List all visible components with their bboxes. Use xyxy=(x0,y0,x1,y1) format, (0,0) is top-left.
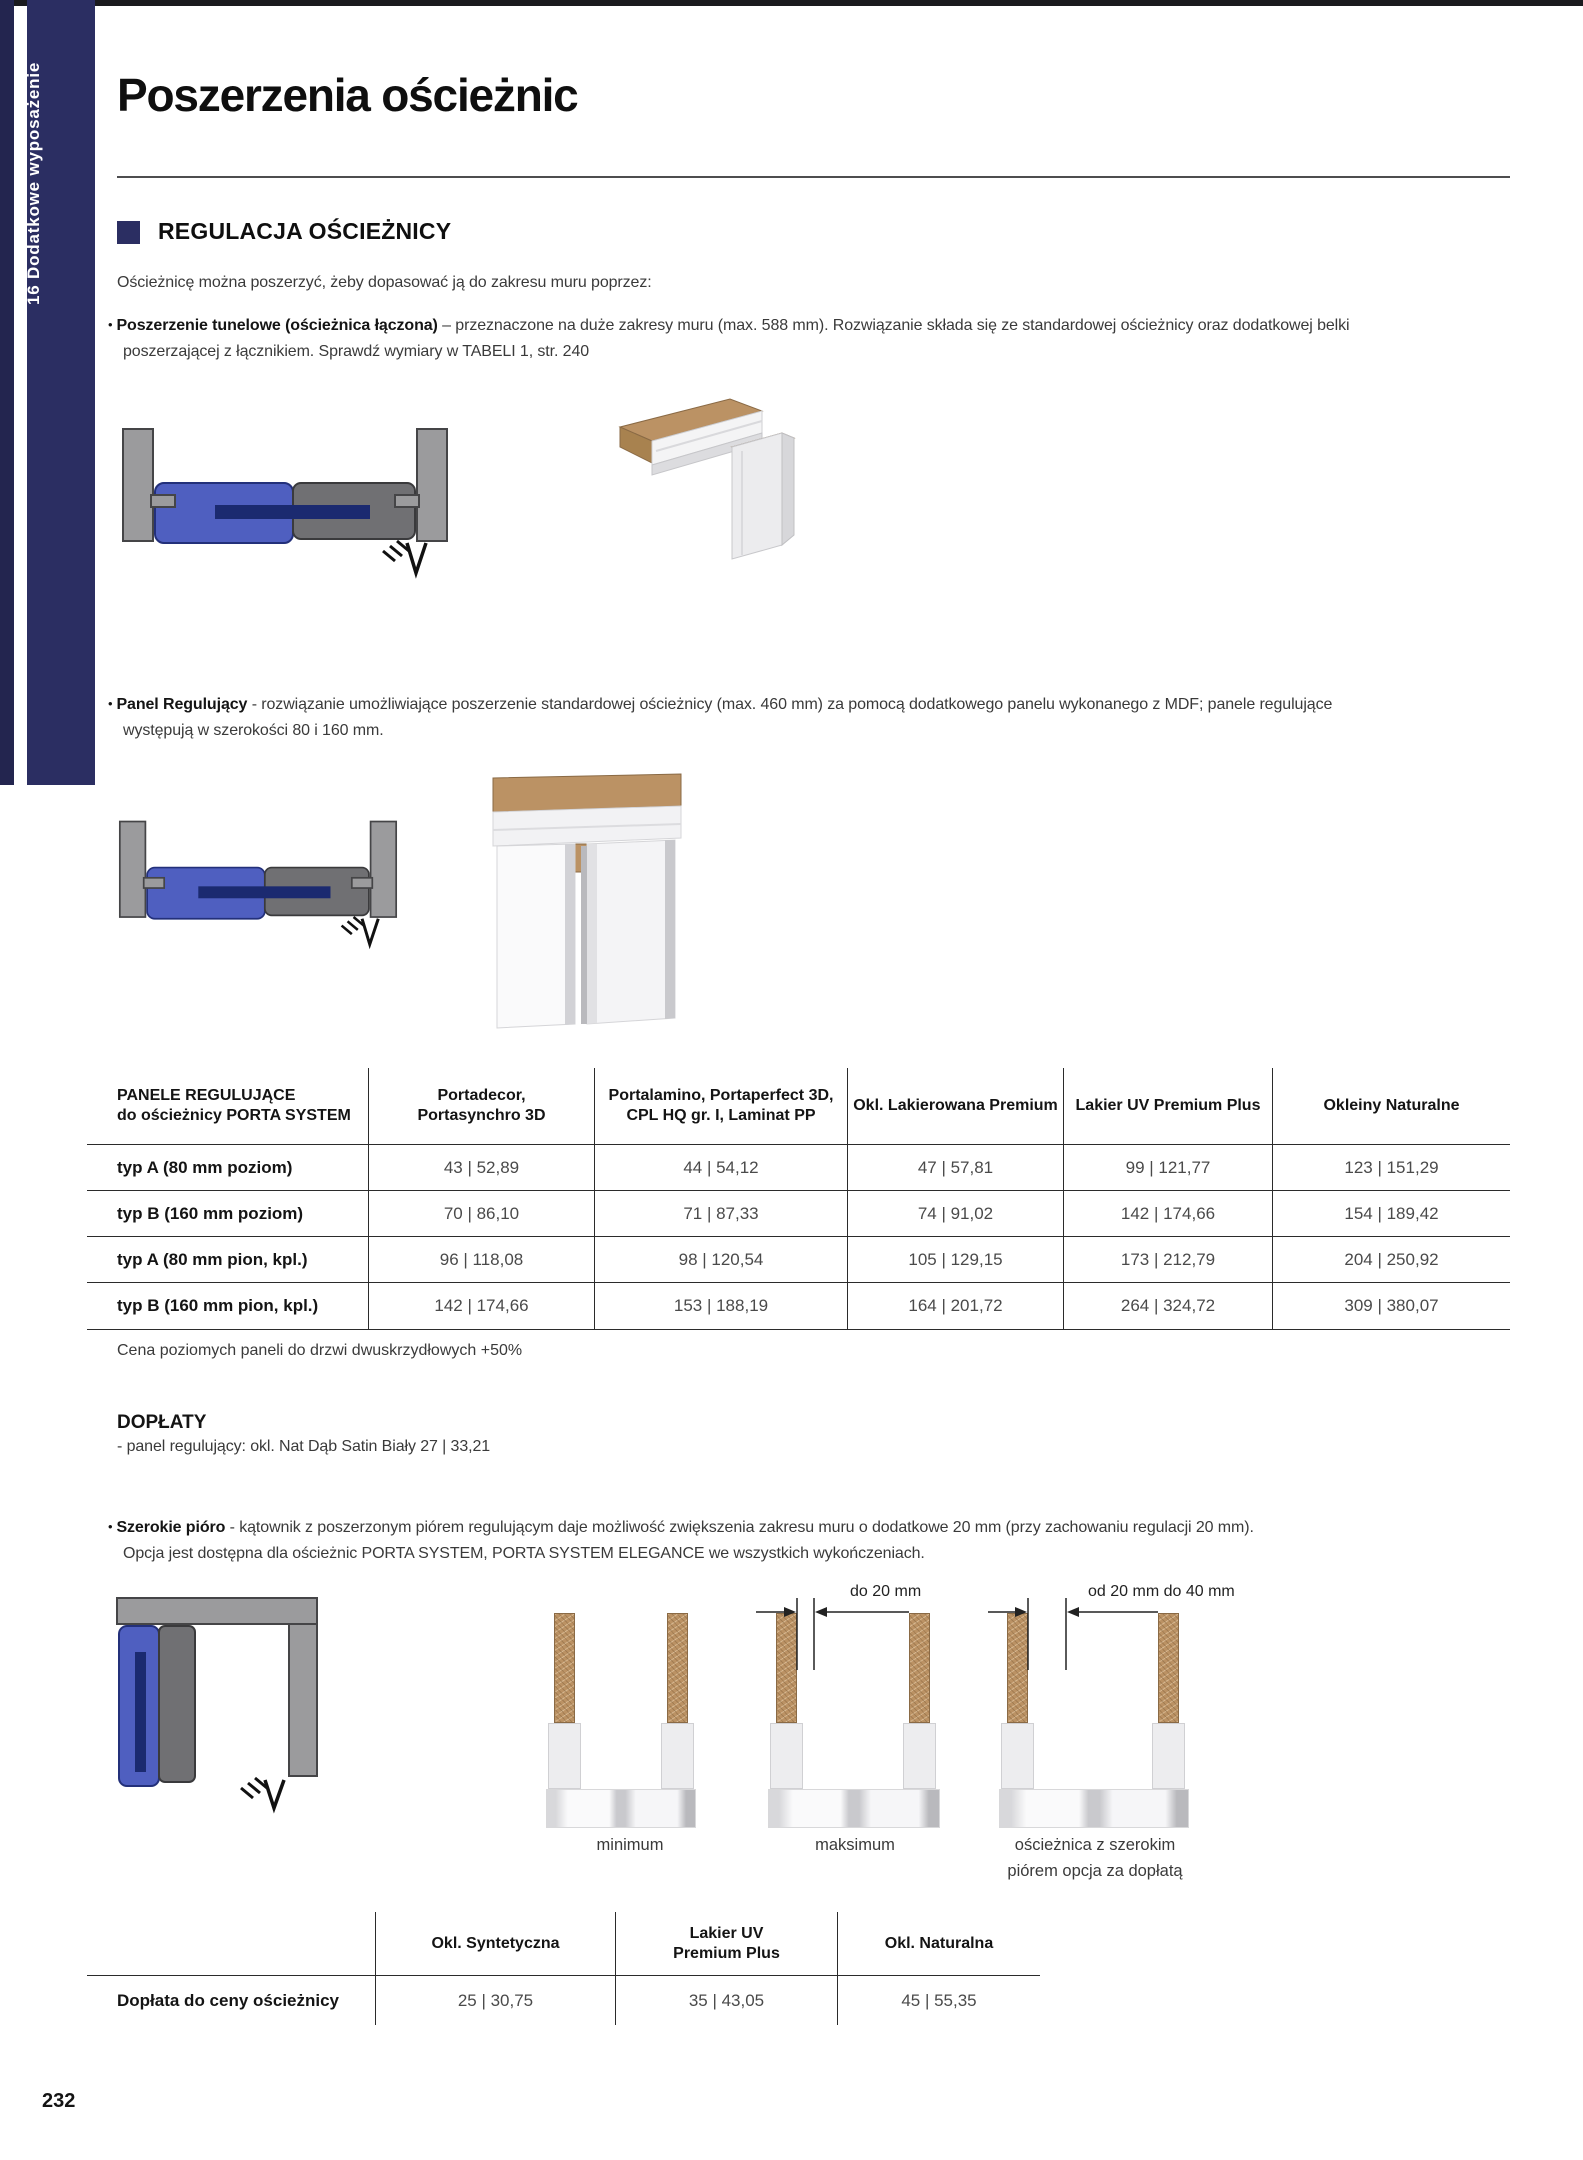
table-row-label: typ B (160 mm pion, kpl.) xyxy=(87,1283,369,1330)
frame-board xyxy=(661,1723,694,1789)
chipboard-edge xyxy=(667,1613,688,1723)
section-bullet-square xyxy=(117,221,140,244)
table-row-label: typ A (80 mm poziom) xyxy=(87,1145,369,1191)
caption-maximum: maksimum xyxy=(815,1836,895,1854)
bullet-panel-line1 xyxy=(108,696,1332,714)
table-value-cell: 154 | 189,42 xyxy=(1273,1191,1510,1237)
table-value-cell: 43 | 52,89 xyxy=(369,1145,595,1191)
title-rule xyxy=(117,176,1510,178)
table-frame-surcharge xyxy=(87,1912,1040,2025)
bullet-tunnel-line1 xyxy=(108,317,1350,335)
table-value-cell: 99 | 121,77 xyxy=(1064,1145,1273,1191)
bullet-icon: • xyxy=(108,696,113,711)
table-value-cell: 105 | 129,15 xyxy=(848,1237,1064,1283)
table-value-cell: 47 | 57,81 xyxy=(848,1145,1064,1191)
table-value-cell: 142 | 174,66 xyxy=(369,1283,595,1330)
bullet-panel-lead: Panel Regulujący xyxy=(116,696,248,713)
page-number: 232 xyxy=(42,2090,76,2112)
bullet-feather-line2: Opcja jest dostępna dla ościeżnic PORTA SYSTEM, PORTA SYSTEM ELEGANCE we wszystkich wykończeniach. xyxy=(123,1545,925,1562)
caption-wide-feather-line2: piórem opcja za dopłatą xyxy=(1007,1862,1183,1880)
bullet-feather-lead: Szerokie pióro xyxy=(116,1519,226,1536)
bullet-feather-line1 xyxy=(108,1519,1254,1537)
table-row-label: Dopłata do ceny ościeżnicy xyxy=(87,1975,376,2025)
table-header-cell-empty xyxy=(87,1912,376,1975)
table-value-cell: 70 | 86,10 xyxy=(369,1191,595,1237)
frame-panel xyxy=(999,1789,1189,1828)
bullet-icon: • xyxy=(108,1519,113,1534)
gasket-detail xyxy=(342,917,379,944)
bullet-tunnel-line2: poszerzającej z łącznikiem. Sprawdź wymiary w TABELI 1, str. 240 xyxy=(123,343,590,360)
table-value-cell: 264 | 324,72 xyxy=(1064,1283,1273,1330)
table-value-cell: 98 | 120,54 xyxy=(595,1237,848,1283)
angle-bracket-diagram xyxy=(113,1592,328,1822)
table-header-cell: Portalamino, Portaperfect 3D, CPL HQ gr. I, Laminat PP xyxy=(595,1068,848,1145)
frame-cross-section-diagram-panel xyxy=(113,818,403,976)
gray-frame-profile xyxy=(159,1626,195,1782)
frame-board xyxy=(548,1723,581,1789)
bullet-tunnel-rest: – przeznaczone na duże zakresy muru (max. 588 mm). Rozwiązanie składa się ze standardowej ościeżnicy oraz dodatkowej belki xyxy=(437,317,1350,334)
table-header-cell: PANELE REGULUJĄCE do ościeżnicy PORTA SYSTEM xyxy=(87,1068,369,1145)
section-title: REGULACJA OŚCIEŻNICY xyxy=(158,218,452,244)
chipboard-edge xyxy=(554,1613,575,1723)
frame-board xyxy=(903,1723,936,1789)
table-value-cell: 173 | 212,79 xyxy=(1064,1237,1273,1283)
bullet-panel-rest: - rozwiązanie umożliwiające poszerzenie standardowej ościeżnicy (max. 460 mm) za pomocą dodatkowego panelu wykonanego z MDF; panele regulujące xyxy=(247,696,1333,713)
frame-board xyxy=(1152,1723,1185,1789)
frame-board xyxy=(770,1723,803,1789)
table-header-cell: Okl. Syntetyczna xyxy=(376,1912,616,1975)
table-value-cell: 142 | 174,66 xyxy=(1064,1191,1273,1237)
page-top-edge xyxy=(0,0,1583,6)
table-value-cell: 96 | 118,08 xyxy=(369,1237,595,1283)
surcharges-item: - panel regulujący: okl. Nat Dąb Satin Biały 27 | 33,21 xyxy=(117,1438,491,1455)
table-value-cell: 35 | 43,05 xyxy=(616,1975,838,2025)
bullet-panel-line2: występują w szerokości 80 i 160 mm. xyxy=(123,722,384,739)
chapter-tab-label: 16 Dodatkowe wyposażenie xyxy=(24,61,43,305)
table-header-cell: Okl. Lakierowana Premium xyxy=(848,1068,1064,1145)
table-note: Cena poziomych paneli do drzwi dwuskrzydłowych +50% xyxy=(117,1342,523,1359)
frame-cross-section-diagram-tunnel xyxy=(115,425,455,610)
intro-text: Ościeżnicę można poszerzyć, żeby dopasować ją do zakresu muru poprzez: xyxy=(117,274,652,291)
dimension-label-small: do 20 mm xyxy=(850,1583,922,1600)
table-value-cell: 44 | 54,12 xyxy=(595,1145,848,1191)
frame-front-3d-render xyxy=(487,772,687,1030)
frame-corner-3d-render xyxy=(612,385,802,565)
gasket-detail xyxy=(383,541,426,573)
table-value-cell: 164 | 201,72 xyxy=(848,1283,1064,1330)
bullet-feather-rest: - kątownik z poszerzonym piórem regulującym daje możliwość zwiększenia zakresu muru o dodatkowe 20 mm (przy zachowaniu regulacji 20 mm). xyxy=(225,1519,1254,1536)
dimension-label-large: od 20 mm do 40 mm xyxy=(1088,1583,1235,1600)
bullet-tunnel-lead: Poszerzenie tunelowe (ościeżnica łączona) xyxy=(116,317,438,334)
table-value-cell: 153 | 188,19 xyxy=(595,1283,848,1330)
connector-strip xyxy=(198,886,330,898)
connector-strip xyxy=(215,505,370,519)
table-regulating-panels xyxy=(87,1068,1510,1330)
table-value-cell: 123 | 151,29 xyxy=(1273,1145,1510,1191)
gasket-detail xyxy=(241,1778,284,1808)
bullet-icon: • xyxy=(108,317,113,332)
table-header-cell: Okleiny Naturalne xyxy=(1273,1068,1510,1145)
table-value-cell: 204 | 250,92 xyxy=(1273,1237,1510,1283)
table-header-cell: Lakier UV Premium Plus xyxy=(616,1912,838,1975)
frame-panel xyxy=(768,1789,940,1828)
table-value-cell: 25 | 30,75 xyxy=(376,1975,616,2025)
connector-strip xyxy=(135,1652,146,1772)
page-left-edge xyxy=(0,0,14,785)
table-row-label: typ B (160 mm poziom) xyxy=(87,1191,369,1237)
frame-panel xyxy=(546,1789,696,1828)
table-value-cell: 71 | 87,33 xyxy=(595,1191,848,1237)
table-value-cell: 309 | 380,07 xyxy=(1273,1283,1510,1330)
frame-board xyxy=(1001,1723,1034,1789)
table-row-label: typ A (80 mm pion, kpl.) xyxy=(87,1237,369,1283)
table-header-cell: Portadecor, Portasynchro 3D xyxy=(369,1068,595,1145)
page-title: Poszerzenia ościeżnic xyxy=(117,69,578,121)
caption-minimum: minimum xyxy=(596,1836,664,1854)
table-header-cell: Lakier UV Premium Plus xyxy=(1064,1068,1273,1145)
table-header-cell: Okl. Naturalna xyxy=(884,1934,994,1952)
table-value-cell: 45 | 55,35 xyxy=(838,1975,1040,2025)
table-value-cell: 74 | 91,02 xyxy=(848,1191,1064,1237)
surcharges-title: DOPŁATY xyxy=(117,1412,207,1433)
caption-wide-feather-line1: ościeżnica z szerokim xyxy=(1014,1836,1176,1854)
